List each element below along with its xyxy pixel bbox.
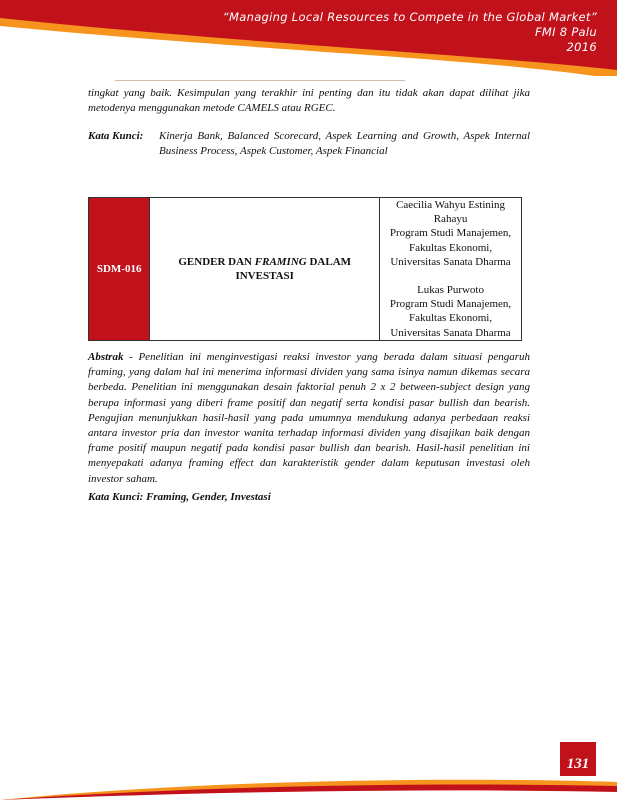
author-program: Program Studi Manajemen, [389,298,512,311]
author-block [380,283,521,340]
conference-header [223,10,597,55]
previous-abstract-tail: tingkat yang baik. Kesimpulan yang terakhir ini penting dan itu tidak akan dapat dilihat jika metodenya menggunakan metode CAMELS atau RGEC. [88,87,530,115]
paper-title [150,198,380,341]
paper-authors [380,198,522,341]
author-name: Lukas Purwoto [417,284,484,297]
header-year: 2016 [566,40,597,54]
abstract-label: Abstrak [88,351,124,363]
paper-code: SDM-016 [89,198,150,341]
author-university: Universitas Sanata Dharma [390,255,511,268]
paper-title-part2: DALAM INVESTASI [235,255,352,282]
previous-keywords [88,129,530,159]
paper-title-italic: FRAMING [254,255,307,268]
footer-swoosh [0,742,617,800]
author-faculty: Fakultas Ekonomi, [408,312,493,325]
header-event: FMI 8 Palu [534,25,597,39]
abstract [88,350,530,487]
paper-title-part1: GENDER DAN [178,255,255,268]
header-theme: “Managing Local Resources to Compete in the Global Market” [222,10,597,24]
author-university: Universitas Sanata Dharma [390,326,511,339]
author-faculty: Fakultas Ekonomi, [408,241,493,254]
author-spacer [380,269,521,283]
previous-keywords-text: Kinerja Bank, Balanced Scorecard, Aspek Learning and Growth, Aspek Internal Business Process, Aspek Customer, Aspek Financial [159,130,530,158]
previous-keywords-label: Kata Kunci: [88,130,144,142]
paper-keywords: Kata Kunci: Framing, Gender, Investasi [88,491,271,503]
author-block [380,198,521,269]
author-name: Caecilia Wahyu Estining Rahayu [396,199,505,226]
abstract-text: - Penelitian ini menginvestigasi reaksi investor yang berada dalam situasi pengaruh framing, yang dalam hal ini menerima informasi dividen yang sama isinya namun dikemas secara berbeda. Penelitian ini menggunakan desain faktorial penuh 2 x 2 between-subject design yang berupa informasi yang diberi frame positif dan negatif serta kondisi pasar bullish dan bearish. Pengujian menunjukkan hasil-hasil yang pada umumnya mendukung adanya perbedaan reaksi antara investor pria dan investor wanita terhadap informasi dividen yang disajikan baik dengan frame positif maupun negatif pada kondisi pasar bullish dan bearish. Hasil-hasil penelitian ini menyepakati adanya framing effect dan karakteristik gender dalam keputusan investasi oleh investor saham. [88,351,530,485]
author-program: Program Studi Manajemen, [389,227,512,240]
page-number: 131 [560,742,596,776]
header-divider [115,80,405,81]
paper-entry-table [88,197,522,341]
